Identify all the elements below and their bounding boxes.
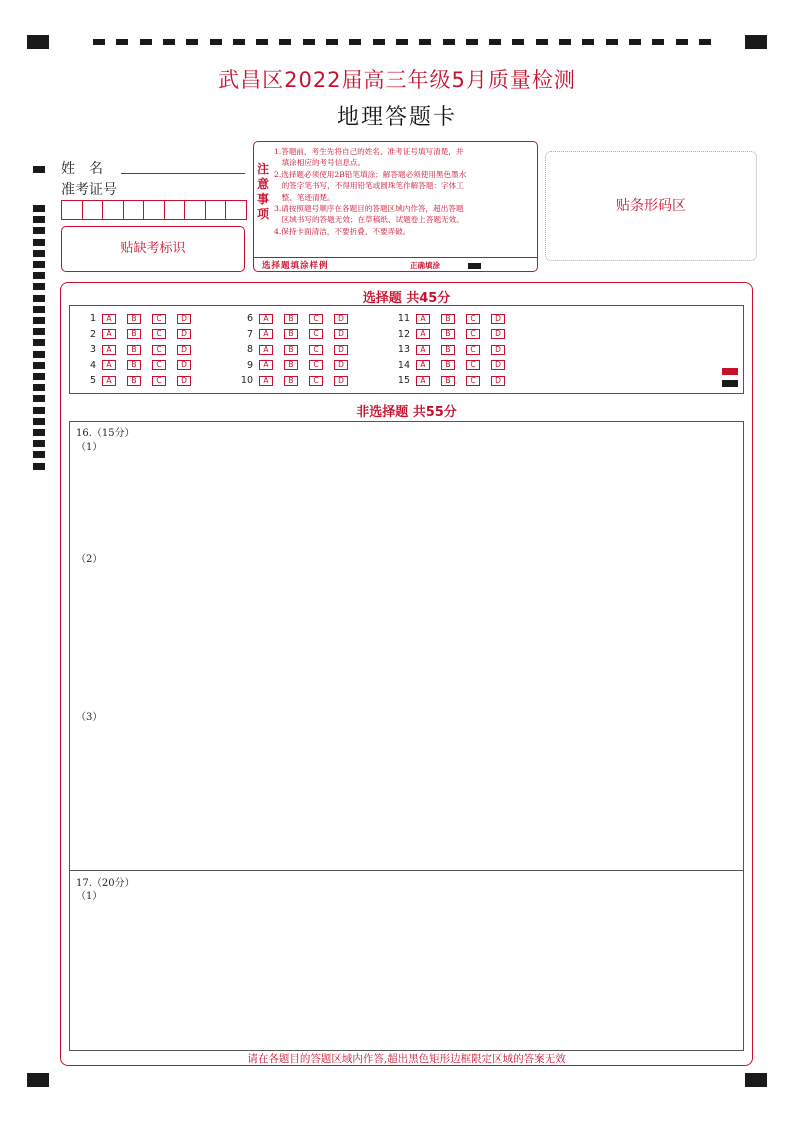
timing-mark	[33, 205, 45, 212]
timing-mark	[443, 39, 455, 45]
timing-mark	[349, 39, 361, 45]
id-cell[interactable]	[103, 200, 124, 220]
option-bubble[interactable]: C	[152, 360, 166, 370]
question-row	[231, 329, 359, 340]
question-number: 5	[89, 375, 96, 387]
timing-mark	[33, 451, 45, 458]
question-row	[74, 313, 202, 324]
timing-mark	[33, 317, 45, 324]
question-row	[388, 375, 516, 386]
page-mark-black	[722, 380, 738, 387]
timing-mark	[559, 39, 571, 45]
option-bubble[interactable]: C	[309, 360, 323, 370]
corner-mark-bottom-right	[745, 1073, 767, 1087]
option-bubble[interactable]: B	[127, 314, 141, 324]
timing-mark	[33, 440, 45, 447]
option-bubble[interactable]: C	[152, 314, 166, 324]
timing-mark	[33, 418, 45, 425]
timing-mark	[33, 384, 45, 391]
question-row	[388, 360, 516, 371]
option-bubble[interactable]: C	[466, 314, 480, 324]
q16-part-1: （1）	[76, 442, 103, 453]
timing-mark	[606, 39, 618, 45]
q16-area[interactable]	[70, 422, 743, 871]
question-row	[74, 360, 202, 371]
option-bubble[interactable]: D	[491, 360, 505, 370]
timing-mark	[33, 239, 45, 246]
timing-mark	[326, 39, 338, 45]
option-bubble[interactable]: B	[441, 314, 455, 324]
id-cell[interactable]	[226, 200, 247, 220]
timing-mark	[186, 39, 198, 45]
id-number-grid[interactable]	[61, 200, 247, 220]
timing-mark	[33, 328, 45, 335]
q17-part-1: （1）	[76, 891, 103, 902]
timing-mark	[33, 216, 45, 223]
id-cell[interactable]	[124, 200, 145, 220]
timing-mark	[466, 39, 478, 45]
fill-sample-label: 选择题填涂样例	[262, 261, 329, 271]
id-cell[interactable]	[144, 200, 165, 220]
q17-label: 17.（20分）	[76, 878, 135, 889]
question-row	[74, 329, 202, 340]
barcode-area: 贴条形码区	[545, 151, 757, 261]
option-bubble[interactable]: D	[491, 329, 505, 339]
question-number: 14	[397, 359, 410, 371]
option-bubble[interactable]: B	[284, 376, 298, 386]
option-bubble[interactable]: D	[177, 376, 191, 386]
timing-mark	[419, 39, 431, 45]
option-bubble[interactable]: C	[466, 329, 480, 339]
question-number: 11	[397, 313, 410, 324]
timing-mark	[33, 395, 45, 402]
timing-mark	[676, 39, 688, 45]
timing-mark	[163, 39, 175, 45]
timing-mark	[699, 39, 711, 45]
option-bubble[interactable]: D	[177, 345, 191, 355]
question-row	[74, 344, 202, 355]
option-bubble[interactable]: B	[441, 376, 455, 386]
card-title: 地理答题卡	[336, 105, 457, 130]
q16-label: 16.（15分）	[76, 428, 135, 439]
name-label: 姓 名	[61, 161, 103, 177]
question-row	[388, 313, 516, 324]
id-cell[interactable]	[206, 200, 227, 220]
question-number: 12	[397, 328, 410, 340]
timing-mark	[33, 407, 45, 414]
option-bubble[interactable]: D	[491, 314, 505, 324]
option-bubble[interactable]: D	[334, 345, 348, 355]
timing-mark	[629, 39, 641, 45]
timing-mark	[373, 39, 385, 45]
option-bubble[interactable]: B	[284, 360, 298, 370]
question-number: 7	[246, 328, 253, 340]
option-bubble[interactable]: D	[491, 376, 505, 386]
timing-mark	[33, 362, 45, 369]
notice-box	[253, 141, 538, 272]
question-number: 9	[246, 359, 253, 371]
timing-mark	[33, 250, 45, 257]
question-row	[231, 375, 359, 386]
option-bubble[interactable]: A	[259, 345, 273, 355]
option-bubble[interactable]: B	[284, 314, 298, 324]
timing-mark	[33, 351, 45, 358]
question-number: 2	[89, 328, 96, 340]
option-bubble[interactable]: C	[309, 376, 323, 386]
timing-mark	[512, 39, 524, 45]
option-bubble[interactable]: C	[309, 314, 323, 324]
q16-part-2: （2）	[76, 554, 103, 565]
option-bubble[interactable]: A	[102, 376, 116, 386]
timing-mark	[116, 39, 128, 45]
nonchoice-section-title: 非选择题 共55分	[356, 405, 457, 420]
notice-line: 2.选择题必须使用2B铅笔填涂；解答题必须使用黑色墨水	[274, 169, 467, 179]
option-bubble[interactable]: A	[102, 345, 116, 355]
footer-note: 请在各题目的答题区域内作答,超出黑色矩形边框限定区域的答案无效	[247, 1053, 566, 1065]
option-bubble[interactable]: B	[441, 329, 455, 339]
option-bubble[interactable]: A	[416, 360, 430, 370]
timing-mark	[33, 166, 45, 173]
option-bubble[interactable]: C	[152, 345, 166, 355]
timing-mark	[279, 39, 291, 45]
timing-mark	[93, 39, 105, 45]
correct-fill-label: 正确填涂	[410, 261, 440, 270]
notice-line: 填涂相应的考号信息点。	[274, 158, 366, 168]
option-bubble[interactable]: A	[416, 376, 430, 386]
timing-mark	[396, 39, 408, 45]
question-number: 6	[246, 313, 253, 324]
option-bubble[interactable]: A	[416, 329, 430, 339]
question-row	[231, 360, 359, 371]
corner-mark-top-right	[745, 35, 767, 49]
option-bubble[interactable]: C	[309, 345, 323, 355]
option-bubble[interactable]: B	[284, 329, 298, 339]
timing-mark	[33, 463, 45, 470]
option-bubble[interactable]: A	[102, 360, 116, 370]
timing-mark	[652, 39, 664, 45]
timing-mark	[33, 261, 45, 268]
notice-line: 4.保持卡面清洁，不要折叠、不要弄破。	[274, 226, 411, 236]
timing-mark	[489, 39, 501, 45]
option-bubble[interactable]: D	[177, 329, 191, 339]
option-bubble[interactable]: D	[177, 360, 191, 370]
timing-mark	[210, 39, 222, 45]
option-bubble[interactable]: A	[416, 345, 430, 355]
question-number: 10	[240, 375, 253, 387]
id-cell[interactable]	[165, 200, 186, 220]
option-bubble[interactable]: B	[441, 345, 455, 355]
question-number: 3	[89, 344, 96, 356]
option-bubble[interactable]: A	[259, 314, 273, 324]
q17-area[interactable]	[70, 871, 743, 1050]
option-bubble[interactable]: D	[334, 314, 348, 324]
id-cell[interactable]	[62, 200, 83, 220]
notice-line: 3.请按照题号顺序在各题目的答题区域内作答，超出答题	[274, 204, 464, 214]
question-row	[388, 329, 516, 340]
option-bubble[interactable]: A	[102, 314, 116, 324]
absent-sticker-area: 贴缺考标识	[61, 226, 245, 272]
option-bubble[interactable]: D	[334, 360, 348, 370]
notice-text	[274, 146, 536, 237]
q16-part-3: （3）	[76, 712, 103, 723]
id-cell[interactable]	[83, 200, 104, 220]
option-bubble[interactable]: B	[127, 329, 141, 339]
option-bubble[interactable]: A	[259, 360, 273, 370]
timing-mark	[33, 227, 45, 234]
timing-mark	[536, 39, 548, 45]
corner-mark-bottom-left	[27, 1073, 49, 1087]
choice-section-title: 选择题 共45分	[362, 291, 451, 306]
timing-mark	[33, 339, 45, 346]
question-number: 1	[89, 313, 96, 324]
option-bubble[interactable]: D	[334, 376, 348, 386]
option-bubble[interactable]: B	[127, 345, 141, 355]
timing-mark	[33, 306, 45, 313]
notice-heading: 注意事项	[257, 162, 270, 221]
option-bubble[interactable]: B	[441, 360, 455, 370]
question-number: 15	[397, 375, 410, 387]
option-bubble[interactable]: C	[152, 376, 166, 386]
option-bubble[interactable]: B	[284, 345, 298, 355]
timing-mark	[140, 39, 152, 45]
notice-line: 区域书写的答题无效；在草稿纸、试题卷上答题无效。	[274, 215, 464, 225]
question-row	[231, 313, 359, 324]
option-bubble[interactable]: A	[102, 329, 116, 339]
question-number: 8	[246, 344, 253, 356]
option-bubble[interactable]: C	[466, 360, 480, 370]
choice-answer-box	[69, 305, 744, 394]
question-row	[388, 344, 516, 355]
timing-mark	[33, 429, 45, 436]
exam-title: 武昌区2022届高三年级5月质量检测	[218, 68, 576, 92]
option-bubble[interactable]: D	[491, 345, 505, 355]
option-bubble[interactable]: B	[127, 376, 141, 386]
question-number: 13	[397, 344, 410, 356]
id-cell[interactable]	[185, 200, 206, 220]
question-row	[74, 375, 202, 386]
option-bubble[interactable]: D	[334, 329, 348, 339]
timing-mark	[256, 39, 268, 45]
page-mark-red	[722, 368, 738, 375]
option-bubble[interactable]: D	[177, 314, 191, 324]
timing-mark	[33, 295, 45, 302]
question-row	[231, 344, 359, 355]
notice-line: 整、笔迹清楚。	[274, 192, 335, 202]
option-bubble[interactable]: C	[152, 329, 166, 339]
option-bubble[interactable]: C	[466, 376, 480, 386]
timing-mark	[33, 283, 45, 290]
timing-mark	[582, 39, 594, 45]
timing-mark	[33, 272, 45, 279]
option-bubble[interactable]: C	[309, 329, 323, 339]
notice-line: 1.答题前，考生先将自己的姓名、准考证号填写清楚，并	[274, 147, 464, 156]
option-bubble[interactable]: B	[127, 360, 141, 370]
correct-fill-mark	[468, 263, 481, 269]
timing-mark	[33, 373, 45, 380]
option-bubble[interactable]: A	[259, 329, 273, 339]
option-bubble[interactable]: C	[466, 345, 480, 355]
name-line[interactable]	[121, 173, 245, 174]
timing-mark	[303, 39, 315, 45]
id-label: 准考证号	[61, 182, 117, 198]
option-bubble[interactable]: A	[259, 376, 273, 386]
question-number: 4	[89, 359, 96, 371]
notice-line: 的签字笔书写，不得用铅笔或圆珠笔作解答题：字体工	[274, 181, 464, 191]
timing-mark	[233, 39, 245, 45]
corner-mark-top-left	[27, 35, 49, 49]
fill-sample-row	[254, 257, 537, 272]
nonchoice-answer-box	[69, 421, 744, 1051]
option-bubble[interactable]: A	[416, 314, 430, 324]
